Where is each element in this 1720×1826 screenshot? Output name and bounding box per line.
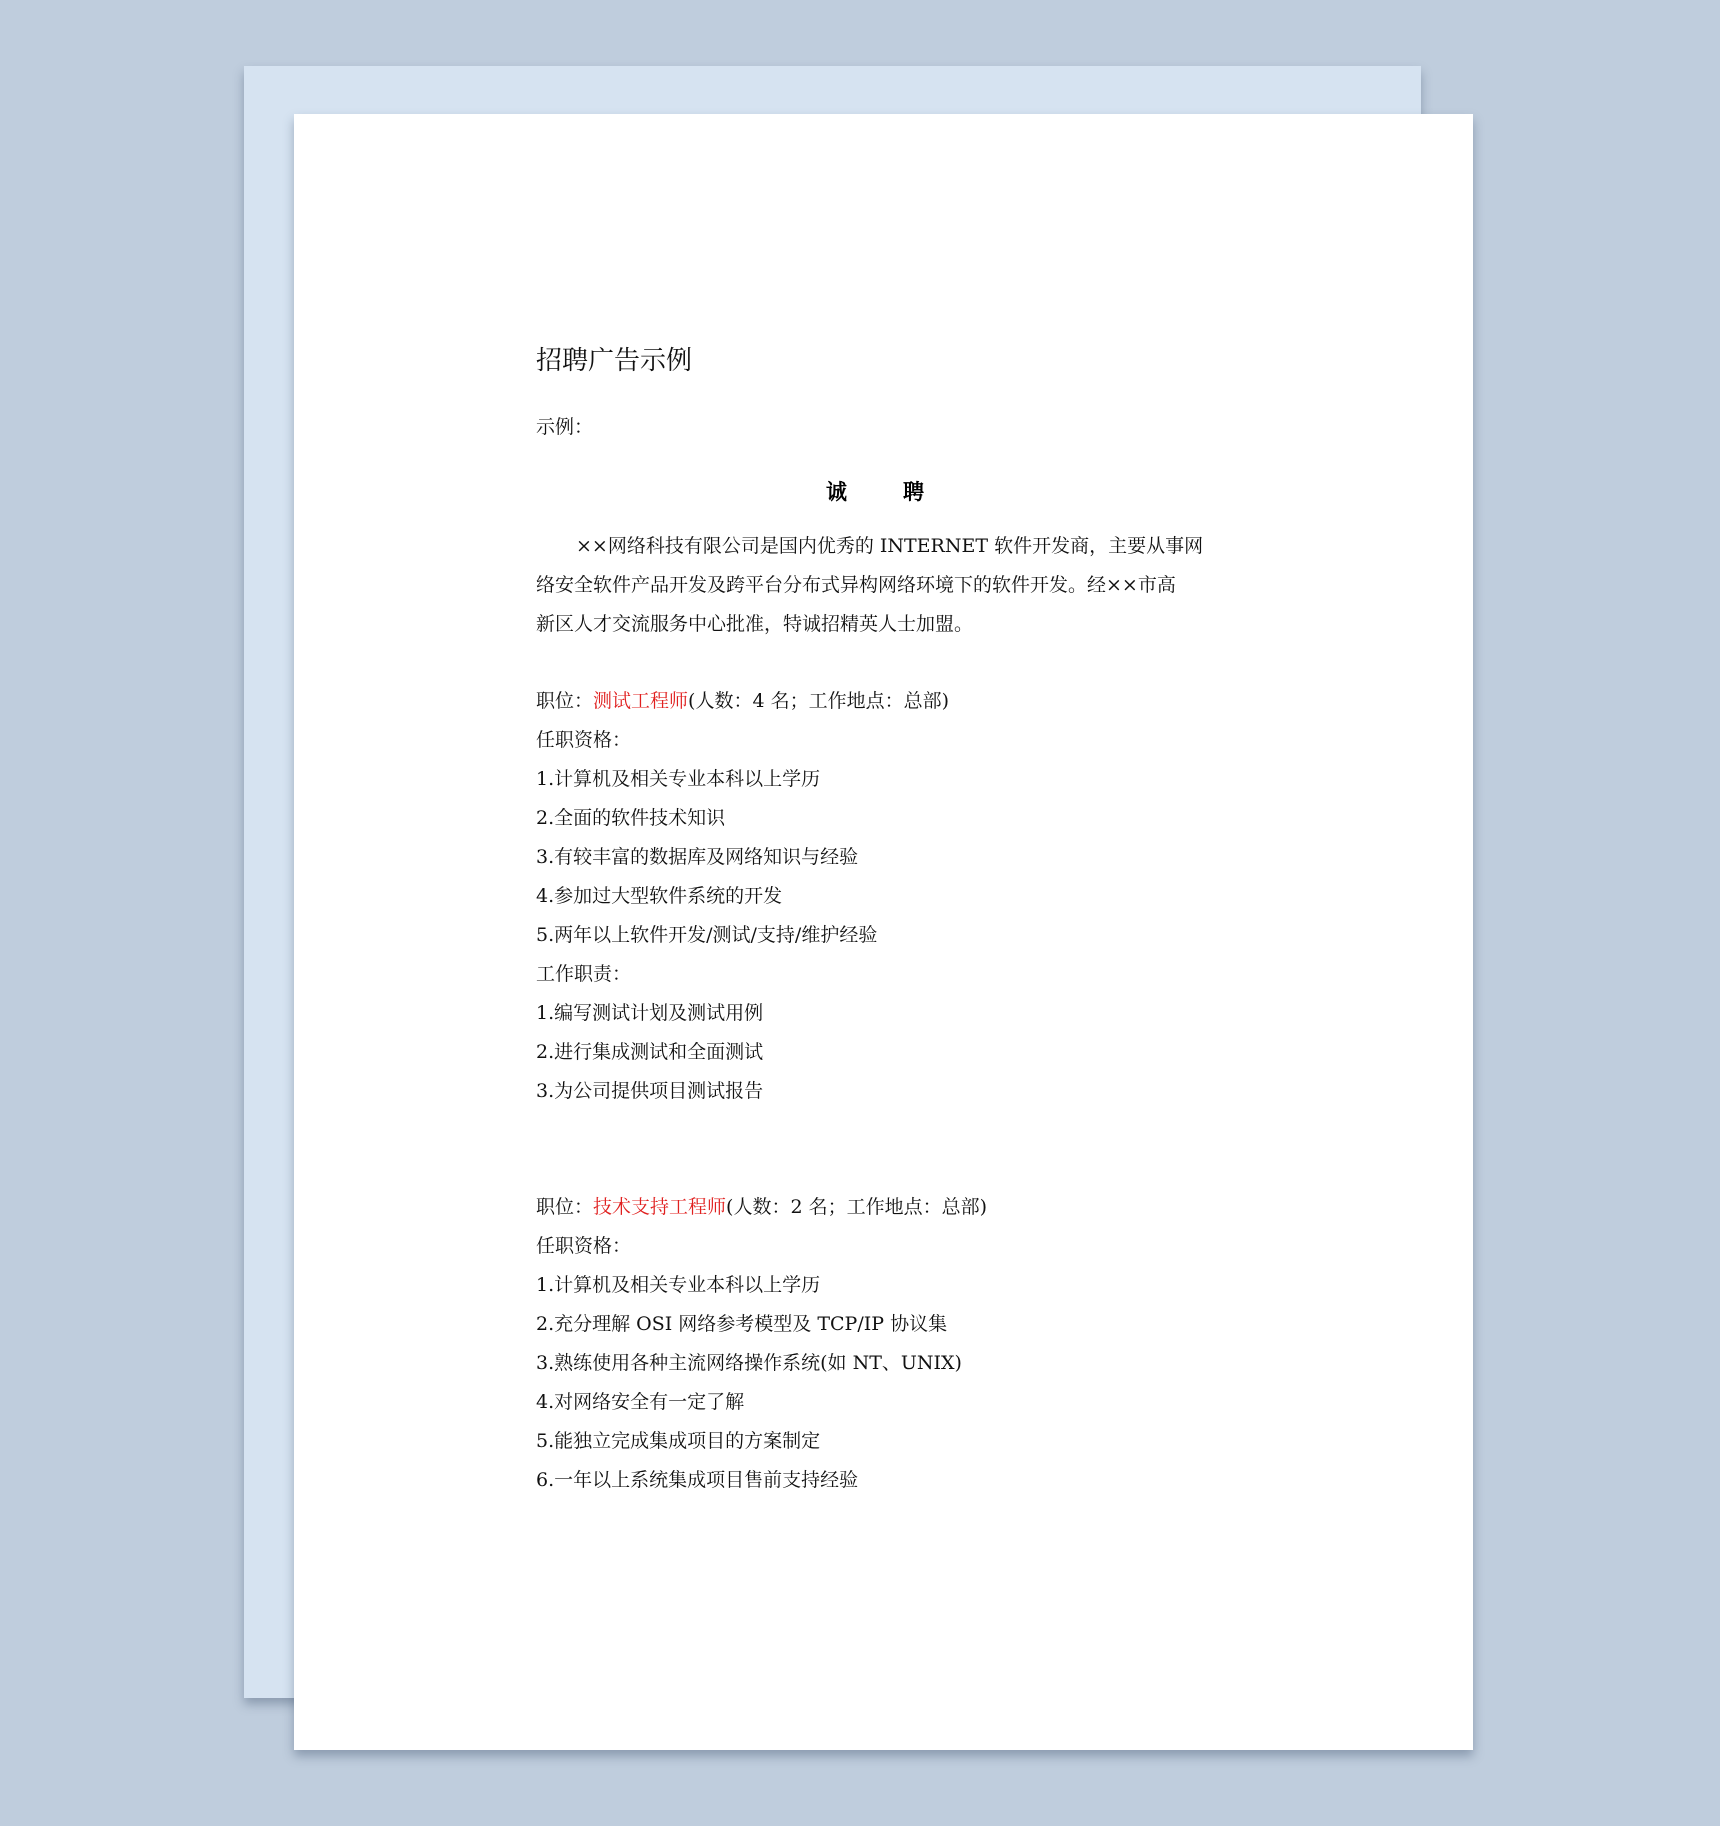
position-2-qual-label: 任职资格： (536, 1235, 632, 1257)
document-title: 招聘广告示例 (536, 346, 693, 376)
document-page (294, 114, 1473, 1750)
position-1-name: 测试工程师 (593, 690, 689, 712)
position-prefix: 职位： (536, 690, 594, 712)
position-1-qual-label: 任职资格： (536, 729, 632, 751)
example-label: 示例： (536, 416, 594, 438)
position-2-name: 技术支持工程师 (593, 1196, 727, 1218)
intro-line-2: 络安全软件产品开发及跨平台分布式异构网络环境下的软件开发。经××市高 (536, 574, 1176, 596)
position-1-details: (人数：4 名；工作地点：总部) (688, 690, 949, 712)
position-1-title (536, 689, 949, 713)
position-2-details: (人数：2 名；工作地点：总部) (726, 1196, 987, 1218)
position-1-duty-1: 1.编写测试计划及测试用例 (536, 1002, 764, 1024)
position-1-qual-1: 1.计算机及相关专业本科以上学历 (536, 768, 821, 790)
position-1-duty-label: 工作职责： (536, 963, 632, 985)
position-2-qual-1: 1.计算机及相关专业本科以上学历 (536, 1274, 821, 1296)
position-2-title (536, 1195, 987, 1219)
position-1-duty-3: 3.为公司提供项目测试报告 (536, 1080, 764, 1102)
position-prefix: 职位： (536, 1196, 594, 1218)
position-2-qual-2: 2.充分理解 OSI 网络参考模型及 TCP/IP 协议集 (536, 1313, 948, 1335)
position-2-qual-4: 4.对网络安全有一定了解 (536, 1391, 745, 1413)
position-1-qual-5: 5.两年以上软件开发/测试/支持/维护经验 (536, 924, 878, 946)
position-1-qual-2: 2.全面的软件技术知识 (536, 807, 726, 829)
position-1-qual-3: 3.有较丰富的数据库及网络知识与经验 (536, 846, 859, 868)
intro-line-3: 新区人才交流服务中心批准，特诚招精英人士加盟。 (536, 613, 974, 635)
position-2-qual-5: 5.能独立完成集成项目的方案制定 (536, 1430, 821, 1452)
position-1-qual-4: 4.参加过大型软件系统的开发 (536, 885, 783, 907)
intro-line-1: ××网络科技有限公司是国内优秀的 INTERNET 软件开发商，主要从事网 (576, 535, 1204, 557)
position-1-duty-2: 2.进行集成测试和全面测试 (536, 1041, 764, 1063)
position-2-qual-3: 3.熟练使用各种主流网络操作系统(如 NT、UNIX) (536, 1352, 962, 1374)
position-2-qual-6: 6.一年以上系统集成项目售前支持经验 (536, 1469, 859, 1491)
recruitment-heading: 诚聘 (826, 480, 980, 504)
